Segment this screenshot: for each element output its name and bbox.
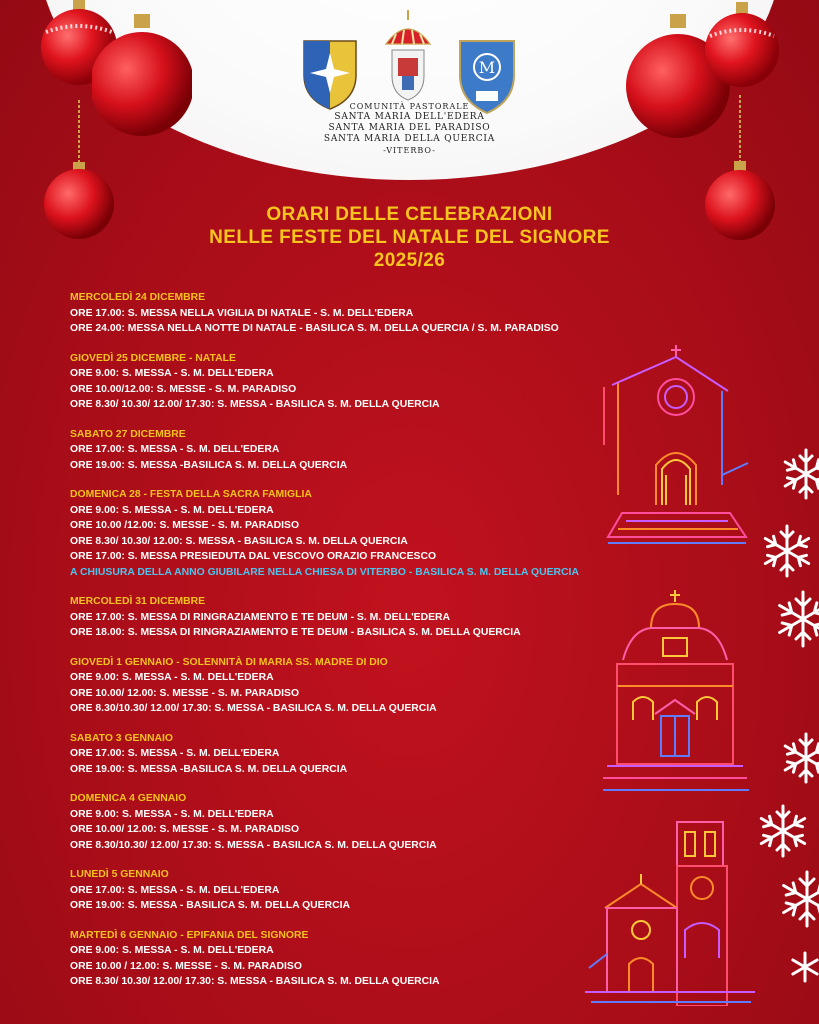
schedule-day (70, 290, 710, 337)
mass-time: ORE 17.00: S. MESSA - S. M. DELL'EDERA (70, 884, 280, 896)
mass-time: ORE 9.00: S. MESSA - S. M. DELL'EDERA (70, 504, 274, 516)
coat-of-arms-icon (380, 10, 436, 110)
day-heading: GIOVEDÌ 25 DICEMBRE - NATALE (70, 352, 236, 364)
mass-time: ORE 24.00: MESSA NELLA NOTTE DI NATALE - BASILICA S. M. DELLA QUERCIA / S. M. PARADISO (70, 323, 559, 334)
day-heading: SABATO 27 DICEMBRE (70, 428, 186, 440)
day-heading: MERCOLEDÌ 24 DICEMBRE (70, 292, 206, 303)
poster-title (0, 203, 819, 272)
day-heading: DOMENICA 4 GENNAIO (70, 793, 187, 804)
mass-time: ORE 9.00: S. MESSA - S. M. DELL'EDERA (70, 672, 274, 683)
title-line-2: NELLE FESTE DEL NATALE DEL SIGNORE (209, 227, 610, 248)
mass-time: ORE 9.00: S. MESSA - S. M. DELL'EDERA (70, 945, 274, 956)
mass-time: ORE 17.00: S. MESSA NELLA VIGILIA DI NATALE - S. M. DELL'EDERA (70, 307, 414, 319)
day-heading: DOMENICA 28 - FESTA DELLA SACRA FAMIGLIA (70, 489, 312, 500)
parish-label: COMUNITÀ PASTORALE (349, 102, 470, 111)
snowflake-icon (788, 950, 819, 984)
day-heading: LUNEDÌ 5 GENNAIO (70, 869, 169, 880)
day-heading: MERCOLEDÌ 31 DICEMBRE (70, 596, 206, 607)
mass-time: ORE 17.00: S. MESSA - S. M. DELL'EDERA (70, 444, 280, 455)
mass-time: ORE 17.00: S. MESSA PRESIEDUTA DAL VESCOVO ORAZIO FRANCESCO (70, 551, 437, 562)
parish-church-2: SANTA MARIA DEL PARADISO (328, 123, 491, 133)
title-line-1: ORARI DELLE CELEBRAZIONI (266, 204, 553, 225)
mass-time: ORE 8.30/10.30/ 12.00/ 17.30: S. MESSA - BASILICA S. M. DELLA QUERCIA (70, 703, 437, 714)
snowflake-icon (778, 730, 819, 786)
day-heading: SABATO 3 GENNAIO (70, 732, 173, 744)
snowflake-icon (754, 802, 812, 860)
mass-time: ORE 19.00: S. MESSA -BASILICA S. M. DELLA QUERCIA (70, 459, 348, 471)
svg-text:M: M (478, 58, 496, 77)
parish-city: -VITERBO- (383, 146, 436, 155)
mass-time: ORE 19.00: S. MESSA - BASILICA S. M. DELLA QUERCIA (70, 900, 351, 911)
mass-time: ORE 17.00: S. MESSA DI RINGRAZIAMENTO E TE DEUM - S. M. DELL'EDERA (70, 611, 451, 623)
coat-of-arms-icon (300, 35, 360, 111)
parish-logos (0, 10, 819, 110)
snowflake-icon (776, 868, 819, 930)
jubilee-note: A CHIUSURA DELLA ANNO GIUBILARE NELLA CHIESA DI VITERBO - BASILICA S. M. DELLA QUERCIA (70, 566, 579, 578)
title-line-3: 2025/26 (373, 250, 446, 271)
church-illustration-icon (603, 590, 749, 796)
mass-time: ORE 9.00: S. MESSA - S. M. DELL'EDERA (70, 808, 274, 820)
mass-time: ORE 8.30/10.30/ 12.00/ 17.30: S. MESSA - BASILICA S. M. DELLA QUERCIA (70, 839, 437, 851)
mass-time: ORE 18.00: S. MESSA DI RINGRAZIAMENTO E TE DEUM - BASILICA S. M. DELLA QUERCIA (70, 627, 521, 638)
snowflake-icon (772, 588, 819, 650)
mass-time: ORE 19.00: S. MESSA -BASILICA S. M. DELLA QUERCIA (70, 763, 348, 775)
mass-time: ORE 8.30/ 10.30/ 12.00: S. MESSA - BASILICA S. M. DELLA QUERCIA (70, 535, 408, 547)
mass-time: ORE 10.00/12.00: S. MESSE - S. M. PARADISO (70, 383, 297, 395)
mass-time: ORE 10.00 /12.00: S. MESSE - S. M. PARADISO (70, 520, 300, 531)
mass-time: ORE 10.00/ 12.00: S. MESSE - S. M. PARADISO (70, 824, 300, 835)
church-illustration-icon (585, 818, 755, 1006)
church-illustration-icon (600, 345, 750, 550)
snowflake-icon (778, 446, 819, 502)
mass-time: ORE 10.00 / 12.00: S. MESSE - S. M. PARADISO (70, 960, 302, 972)
mass-time: ORE 8.30/ 10.30/ 12.00/ 17.30: S. MESSA - BASILICA S. M. DELLA QUERCIA (70, 399, 440, 410)
parish-church-1: SANTA MARIA DELL'EDERA (334, 112, 485, 122)
snowflake-icon (758, 522, 816, 580)
mass-time: ORE 8.30/ 10.30/ 12.00/ 17.30: S. MESSA - BASILICA S. M. DELLA QUERCIA (70, 976, 440, 987)
mass-time: ORE 17.00: S. MESSA - S. M. DELL'EDERA (70, 748, 280, 759)
mass-time: ORE 9.00: S. MESSA - S. M. DELL'EDERA (70, 368, 274, 379)
mass-time: ORE 10.00/ 12.00: S. MESSE - S. M. PARADISO (70, 687, 300, 699)
day-heading: GIOVEDÌ 1 GENNAIO - SOLENNITÀ DI MARIA SS. MADRE DI DIO (70, 656, 388, 668)
parish-name-block (0, 101, 819, 156)
parish-church-3: SANTA MARIA DELLA QUERCIA (323, 134, 496, 144)
day-heading: MARTEDÌ 6 GENNAIO - EPIFANIA DEL SIGNORE (70, 929, 309, 941)
